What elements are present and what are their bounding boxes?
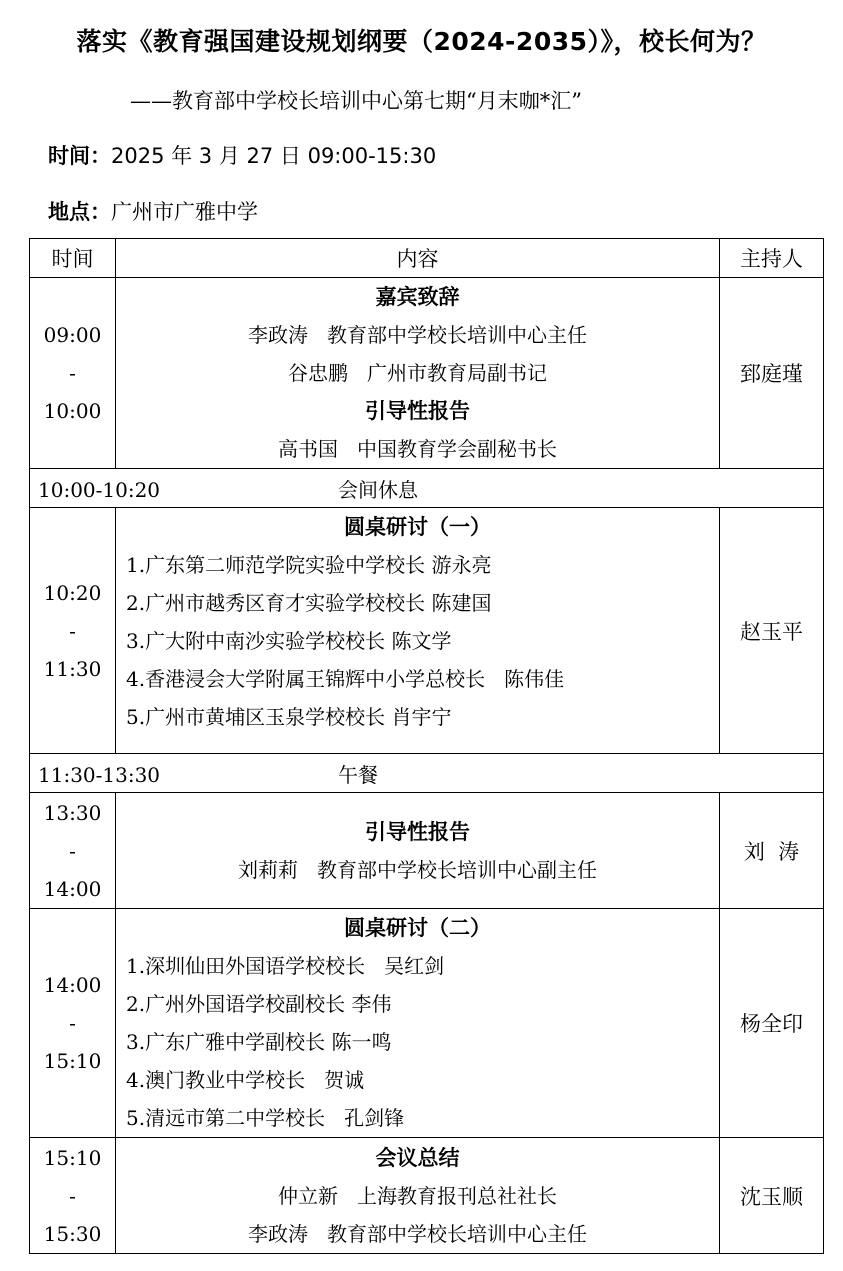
list-item: 1.深圳仙田外国语学校校长 吴红剑 [126, 954, 445, 978]
page-subtitle: ——教育部中学校长培训中心第七期“月末咖*汇” [130, 89, 582, 113]
meeting-time [48, 140, 436, 170]
meeting-time-value: 2025 年 3 月 27 日 09:00-15:30 [111, 144, 437, 168]
meeting-place-label: 地点： [48, 200, 111, 224]
section-heading: 嘉宾致辞 [375, 285, 460, 309]
time-dash: - [69, 838, 76, 863]
list-item: 4.香港浸会大学附属王锦辉中小学总校长 陈伟佳 [126, 667, 565, 691]
break-time: 11:30-13:30 [38, 762, 161, 787]
break-2-cell [30, 754, 824, 793]
break-label: 会间休息 [338, 477, 418, 502]
break-row-1 [30, 469, 824, 508]
list-item: 4.澳门教业中学校长 贺诚 [126, 1068, 365, 1092]
session-row-5 [30, 1138, 824, 1254]
schedule-table [29, 238, 824, 1254]
session-3-content [116, 793, 720, 909]
time-dash: - [69, 1183, 76, 1208]
page-title: 落实《教育强国建设规划纲要（2024-2035）》，校长何为？ [76, 27, 767, 56]
time-start: 10:20 [43, 580, 102, 605]
time-start: 14:00 [43, 973, 102, 997]
meeting-time-label: 时间： [48, 144, 111, 168]
session-row-3 [30, 793, 824, 909]
speaker-line: 高书国 中国教育学会副秘书长 [277, 437, 558, 461]
section-heading: 圆桌研讨（一） [344, 515, 491, 539]
speaker-line: 刘莉莉 教育部中学校长培训中心副主任 [237, 857, 598, 882]
list-item: 5.清远市第二中学校长 孔剑锋 [126, 1106, 405, 1130]
time-start: 15:10 [43, 1145, 102, 1170]
speaker-line: 李政涛 教育部中学校长培训中心主任 [247, 323, 588, 347]
session-1-host: 郅庭瑾 [720, 278, 824, 469]
list-item: 2.广州市越秀区育才实验学校校长 陈建国 [126, 591, 492, 615]
session-4-content [116, 909, 720, 1138]
time-end: 15:30 [43, 1221, 102, 1246]
list-item: 1.广东第二师范学院实验中学校长 游永亮 [126, 553, 492, 577]
time-start: 13:30 [43, 800, 102, 825]
session-row-1 [30, 278, 824, 469]
session-2-content [116, 508, 720, 754]
time-end: 15:10 [43, 1049, 102, 1073]
session-row-4 [30, 909, 824, 1138]
time-end: 10:00 [43, 399, 102, 423]
session-5-content [116, 1138, 720, 1254]
session-3-host: 刘 涛 [720, 793, 824, 909]
time-dash: - [69, 1011, 76, 1035]
session-5-time [30, 1138, 116, 1254]
session-1-content [116, 278, 720, 469]
break-1-cell [30, 469, 824, 508]
break-label: 午餐 [338, 762, 378, 787]
break-time: 10:00-10:20 [38, 477, 161, 502]
list-item: 3.广东广雅中学副校长 陈一鸣 [126, 1030, 392, 1054]
speaker-line: 仲立新 上海教育报刊总社社长 [277, 1183, 558, 1208]
section-heading: 圆桌研讨（二） [344, 916, 491, 940]
header-host: 主持人 [720, 239, 824, 278]
session-1-time [30, 278, 116, 469]
session-2-time [30, 508, 116, 754]
meeting-place [48, 196, 258, 226]
section-heading: 会议总结 [375, 1145, 460, 1170]
session-4-time [30, 909, 116, 1138]
header-content: 内容 [116, 239, 720, 278]
session-3-time [30, 793, 116, 909]
session-4-host: 杨全印 [720, 909, 824, 1138]
header-time: 时间 [30, 239, 116, 278]
time-dash: - [69, 361, 76, 385]
time-end: 14:00 [43, 876, 102, 901]
speaker-line: 李政涛 教育部中学校长培训中心主任 [247, 1221, 588, 1246]
meeting-place-value: 广州市广雅中学 [111, 200, 258, 224]
session-row-2 [30, 508, 824, 754]
time-end: 11:30 [43, 656, 102, 681]
list-item: 5.广州市黄埔区玉泉学校校长 肖宇宁 [126, 705, 452, 729]
time-dash: - [69, 618, 76, 643]
section-heading: 引导性报告 [365, 399, 470, 423]
list-item: 2.广州外国语学校副校长 李伟 [126, 992, 392, 1016]
speaker-line: 谷忠鹏 广州市教育局副书记 [287, 361, 548, 385]
time-start: 09:00 [43, 323, 102, 347]
session-2-host: 赵玉平 [720, 508, 824, 754]
section-heading: 引导性报告 [365, 819, 470, 844]
break-row-2 [30, 754, 824, 793]
session-5-host: 沈玉顺 [720, 1138, 824, 1254]
table-header-row [30, 239, 824, 278]
list-item: 3.广大附中南沙实验学校校长 陈文学 [126, 629, 452, 653]
